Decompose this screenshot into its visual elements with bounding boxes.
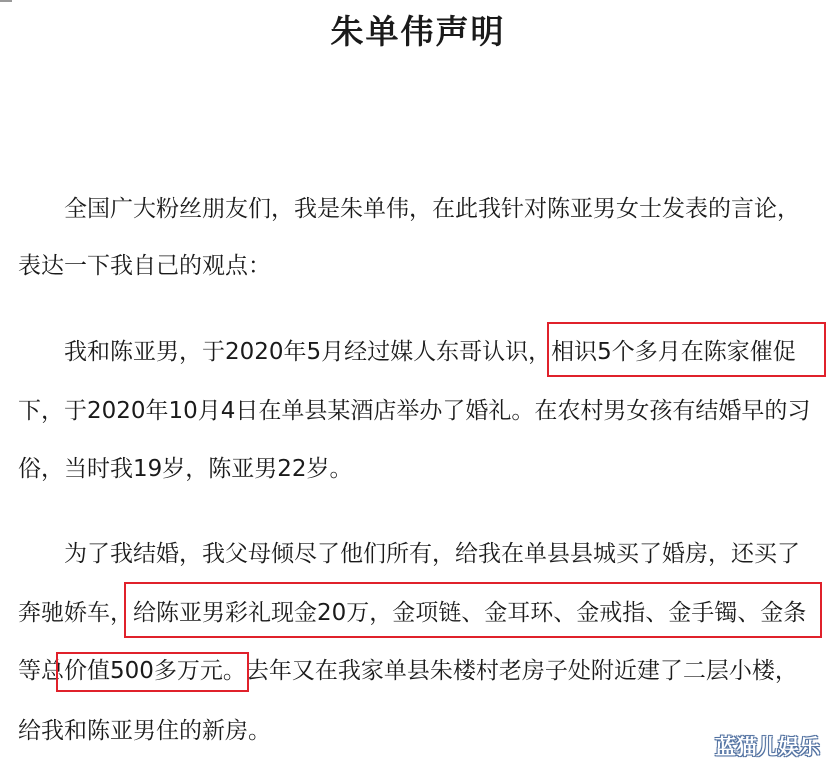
watermark-logo: 蓝猫儿娱乐 [715, 735, 820, 759]
highlight-box-acquaintance [547, 322, 826, 377]
paragraph-2-line-2: 下，于2020年10月4日在单县某酒店举办了婚礼。在农村男女孩有结婚早的习 [18, 398, 811, 424]
paragraph-3-line-4: 给我和陈亚男住的新房。 [18, 718, 271, 744]
highlight-box-total-value [56, 652, 249, 692]
highlight-box-betrothal-gifts [124, 582, 822, 638]
paragraph-2-line-1: 我和陈亚男，于2020年5月经过媒人东哥认识，相识5个多月在陈家催促 [64, 339, 796, 365]
paragraph-1-line-1: 全国广大粉丝朋友们，我是朱单伟，在此我针对陈亚男女士发表的言论， [64, 196, 800, 222]
paragraph-3-line-1: 为了我结婚，我父母倾尽了他们所有，给我在单县县城买了婚房，还买了 [64, 541, 800, 567]
paragraph-3-line-2: 奔驰娇车，给陈亚男彩礼现金20万，金项链、金耳环、金戒指、金手镯、金条 [18, 600, 807, 626]
paragraph-2-line-3: 俗，当时我19岁，陈亚男22岁。 [18, 456, 353, 482]
corner-mark [0, 0, 12, 6]
page-title: 朱单伟声明 [330, 12, 506, 51]
paragraph-3-line-3: 等总价值500多万元。去年又在我家单县朱楼村老房子处附近建了二层小楼， [18, 658, 798, 684]
paragraph-1-line-2: 表达一下我自己的观点： [18, 253, 271, 279]
